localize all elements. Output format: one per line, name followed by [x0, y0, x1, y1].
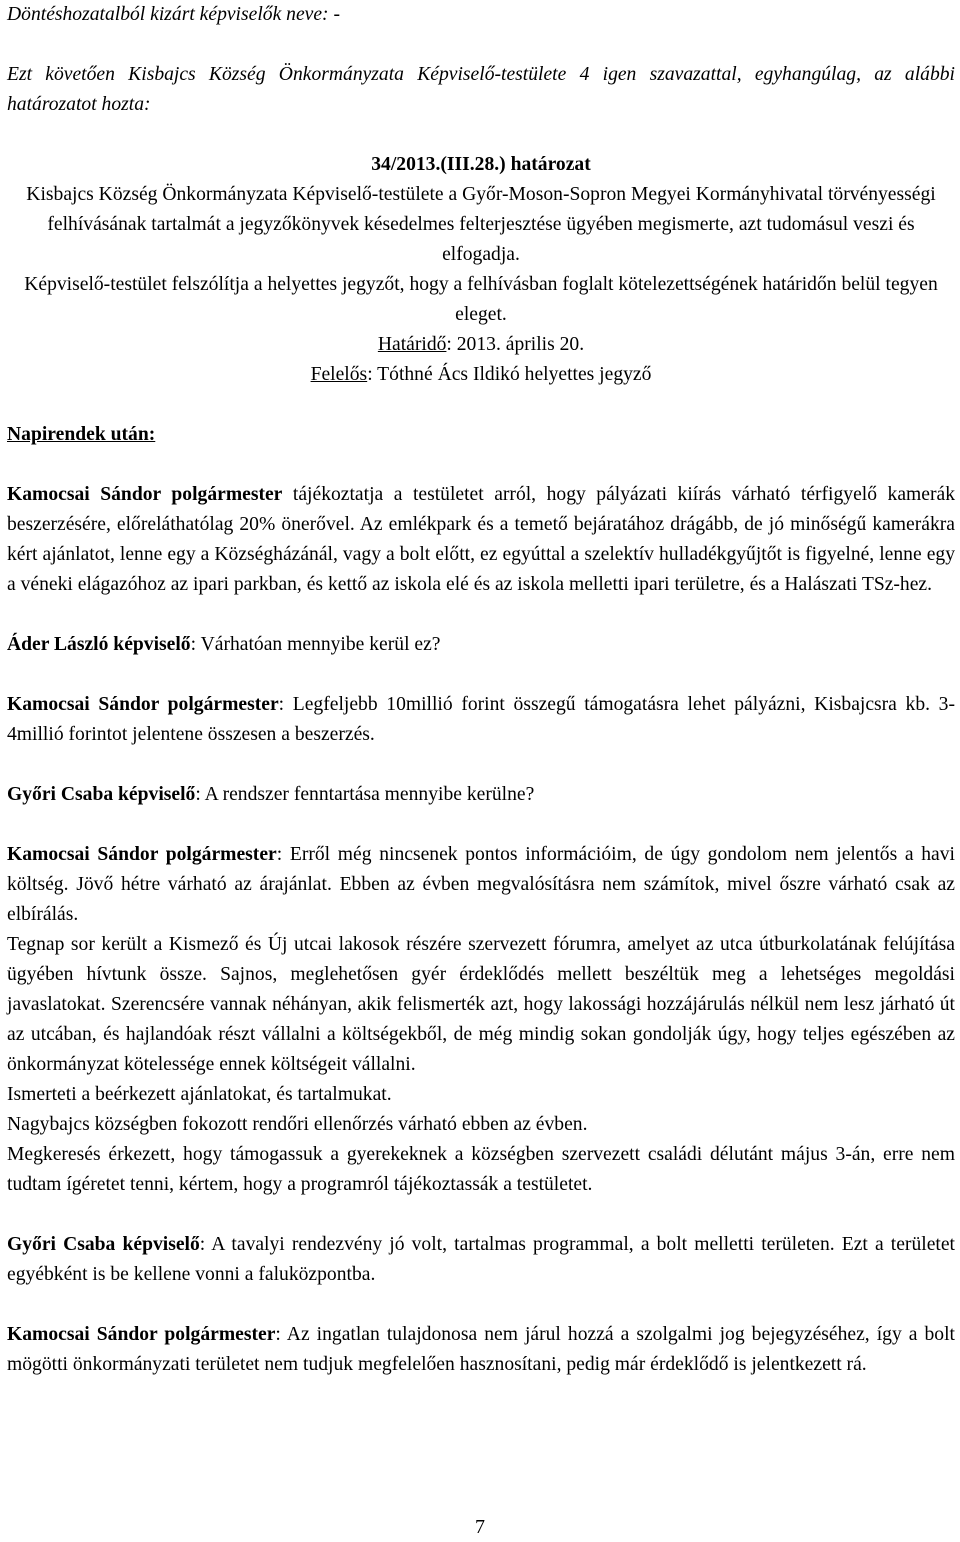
speech-paragraph: [7, 630, 955, 660]
continuation-paragraph: Megkeresés érkezett, hogy támogassuk a gyerekeknek a községben szervezett családi délutánt május 3-án, erre nem tudtam ígéretet tenni, kértem, hogy a programról tájékoztassák a testületet.: [7, 1144, 955, 1195]
speech-paragraph: [7, 480, 955, 600]
speech-paragraph: [7, 1320, 955, 1380]
section-heading: Napirendek után:: [7, 424, 156, 445]
vote-intro: Ezt követően Kisbajcs Község Önkormányzata Képviselő-testülete 4 igen szavazattal, egyhangúlag, az alábbi határozatot hozta:: [7, 64, 955, 115]
speaker-name: Kamocsai Sándor polgármester: [7, 1324, 276, 1345]
speaker-name: Áder László képviselő: [7, 634, 191, 655]
page-number: 7: [475, 1516, 485, 1538]
speech-paragraph: [7, 840, 955, 930]
speech-text: : A rendszer fenntartása mennyibe kerülne?: [195, 784, 535, 805]
resolution-text-1: Kisbajcs Község Önkormányzata Képviselő-testülete a Győr-Moson-Sopron Megyei Kormányhivatal törvényességi felhívásának tartalmát a jegyzőkönyvek késedelmes felterjesztése ügyében megismerte, azt tudomásul veszi és elfogadja.: [26, 184, 936, 265]
speech-text: : Az ingatlan tulajdonosa nem járul hozzá a szolgalmi jog bejegyzéséhez, így a bolt mögötti önkormányzati területet nem tudjuk megfelelően hasznosítani, pedig már érdeklődő is jelentkezett rá.: [7, 1324, 955, 1375]
speaker-name: Győri Csaba képviselő: [7, 1234, 200, 1255]
speech-text: : Erről még nincsenek pontos információim, de úgy gondolom nem jelentős a havi költség. Jövő hétre várható az árajánlat. Ebben az évben megvalósításra nem számítok, mivel őszre várható csak az elbírálás.: [7, 844, 955, 925]
speech-paragraph: [7, 780, 955, 810]
excluded-members-line: Döntéshozatalból kizárt képviselők neve: -: [7, 4, 340, 25]
resolution-deadline: [7, 330, 955, 360]
continuation-paragraph: Tegnap sor került a Kismező és Új utcai lakosok részére szervezett fórumra, amelyet az utca útburkolatának felújítása ügyében hívtunk össze. Sajnos, meglehetősen gyér érdeklődés mellett beszéltük meg a lehetséges megoldási javaslatokat. Szerencsére vannak néhányan, akik felismerték azt, hogy lakossági hozzájárulás nélkül nem lesz járható út az utcában, és hajlandóak részt vállalni a költségekből, de még mindig sokan gondolják úgy, hogy teljes egészében az önkormányzat kötelessége ennek költségeit vállalni.: [7, 934, 955, 1075]
speaker-name: Győri Csaba képviselő: [7, 784, 196, 805]
speech-paragraph: [7, 690, 955, 750]
continuation-paragraph: Ismerteti a beérkezett ajánlatokat, és tartalmukat.: [7, 1084, 392, 1105]
resolution-title: 34/2013.(III.28.) határozat: [371, 154, 591, 175]
speech-paragraph: [7, 1230, 955, 1290]
continuation-paragraph: Nagybajcs községben fokozott rendőri ellenőrzés várható ebben az évben.: [7, 1114, 588, 1135]
resolution-text-2: Képviselő-testület felszólítja a helyettes jegyzőt, hogy a felhívásban foglalt kötelezettségének határidőn belül tegyen eleget.: [24, 274, 938, 325]
resolution-block: [7, 150, 955, 390]
deadline-value: : 2013. április 20.: [446, 334, 585, 355]
speaker-name: Kamocsai Sándor polgármester: [7, 484, 283, 505]
deadline-label: Határidő: [377, 334, 447, 355]
speaker-name: Kamocsai Sándor polgármester: [7, 844, 277, 865]
speech-text: tájékoztatja a testületet arról, hogy pályázati kiírás várható térfigyelő kamerák beszerzésére, előreláthatólag 20% önerővel. Az emlékpark és a temető bejáratához drágább, de jó minőségű kamerákra kért ajánlatot, lenne egy a Községházánál, vagy a bolt előtt, ez egyúttal a szelektív hulladékgyűjtőt is figyelné, lenne egy a véneki elágazóhoz az ipari parkban, és kettő az iskola elé és az iskola melletti ipari területre, és a Halászati TSz-hez.: [7, 484, 956, 595]
document-page: [7, 0, 955, 1380]
speech-text: : A tavalyi rendezvény jó volt, tartalmas programmal, a bolt melletti területen. Ezt a területet egyébként is be kellene vonni a faluközpontba.: [7, 1234, 955, 1285]
responsible-value: : Tóthné Ács Ildikó helyettes jegyző: [367, 364, 652, 385]
speech-text: : Várhatóan mennyibe kerül ez?: [190, 634, 441, 655]
speaker-name: Kamocsai Sándor polgármester: [7, 694, 279, 715]
responsible-label: Felelős: [310, 364, 368, 385]
speech-text: : Legfeljebb 10millió forint összegű támogatásra lehet pályázni, Kisbajcsra kb. 3-4millió forintot jelentene összesen a beszerzés.: [7, 694, 955, 745]
resolution-responsible: [7, 360, 955, 390]
